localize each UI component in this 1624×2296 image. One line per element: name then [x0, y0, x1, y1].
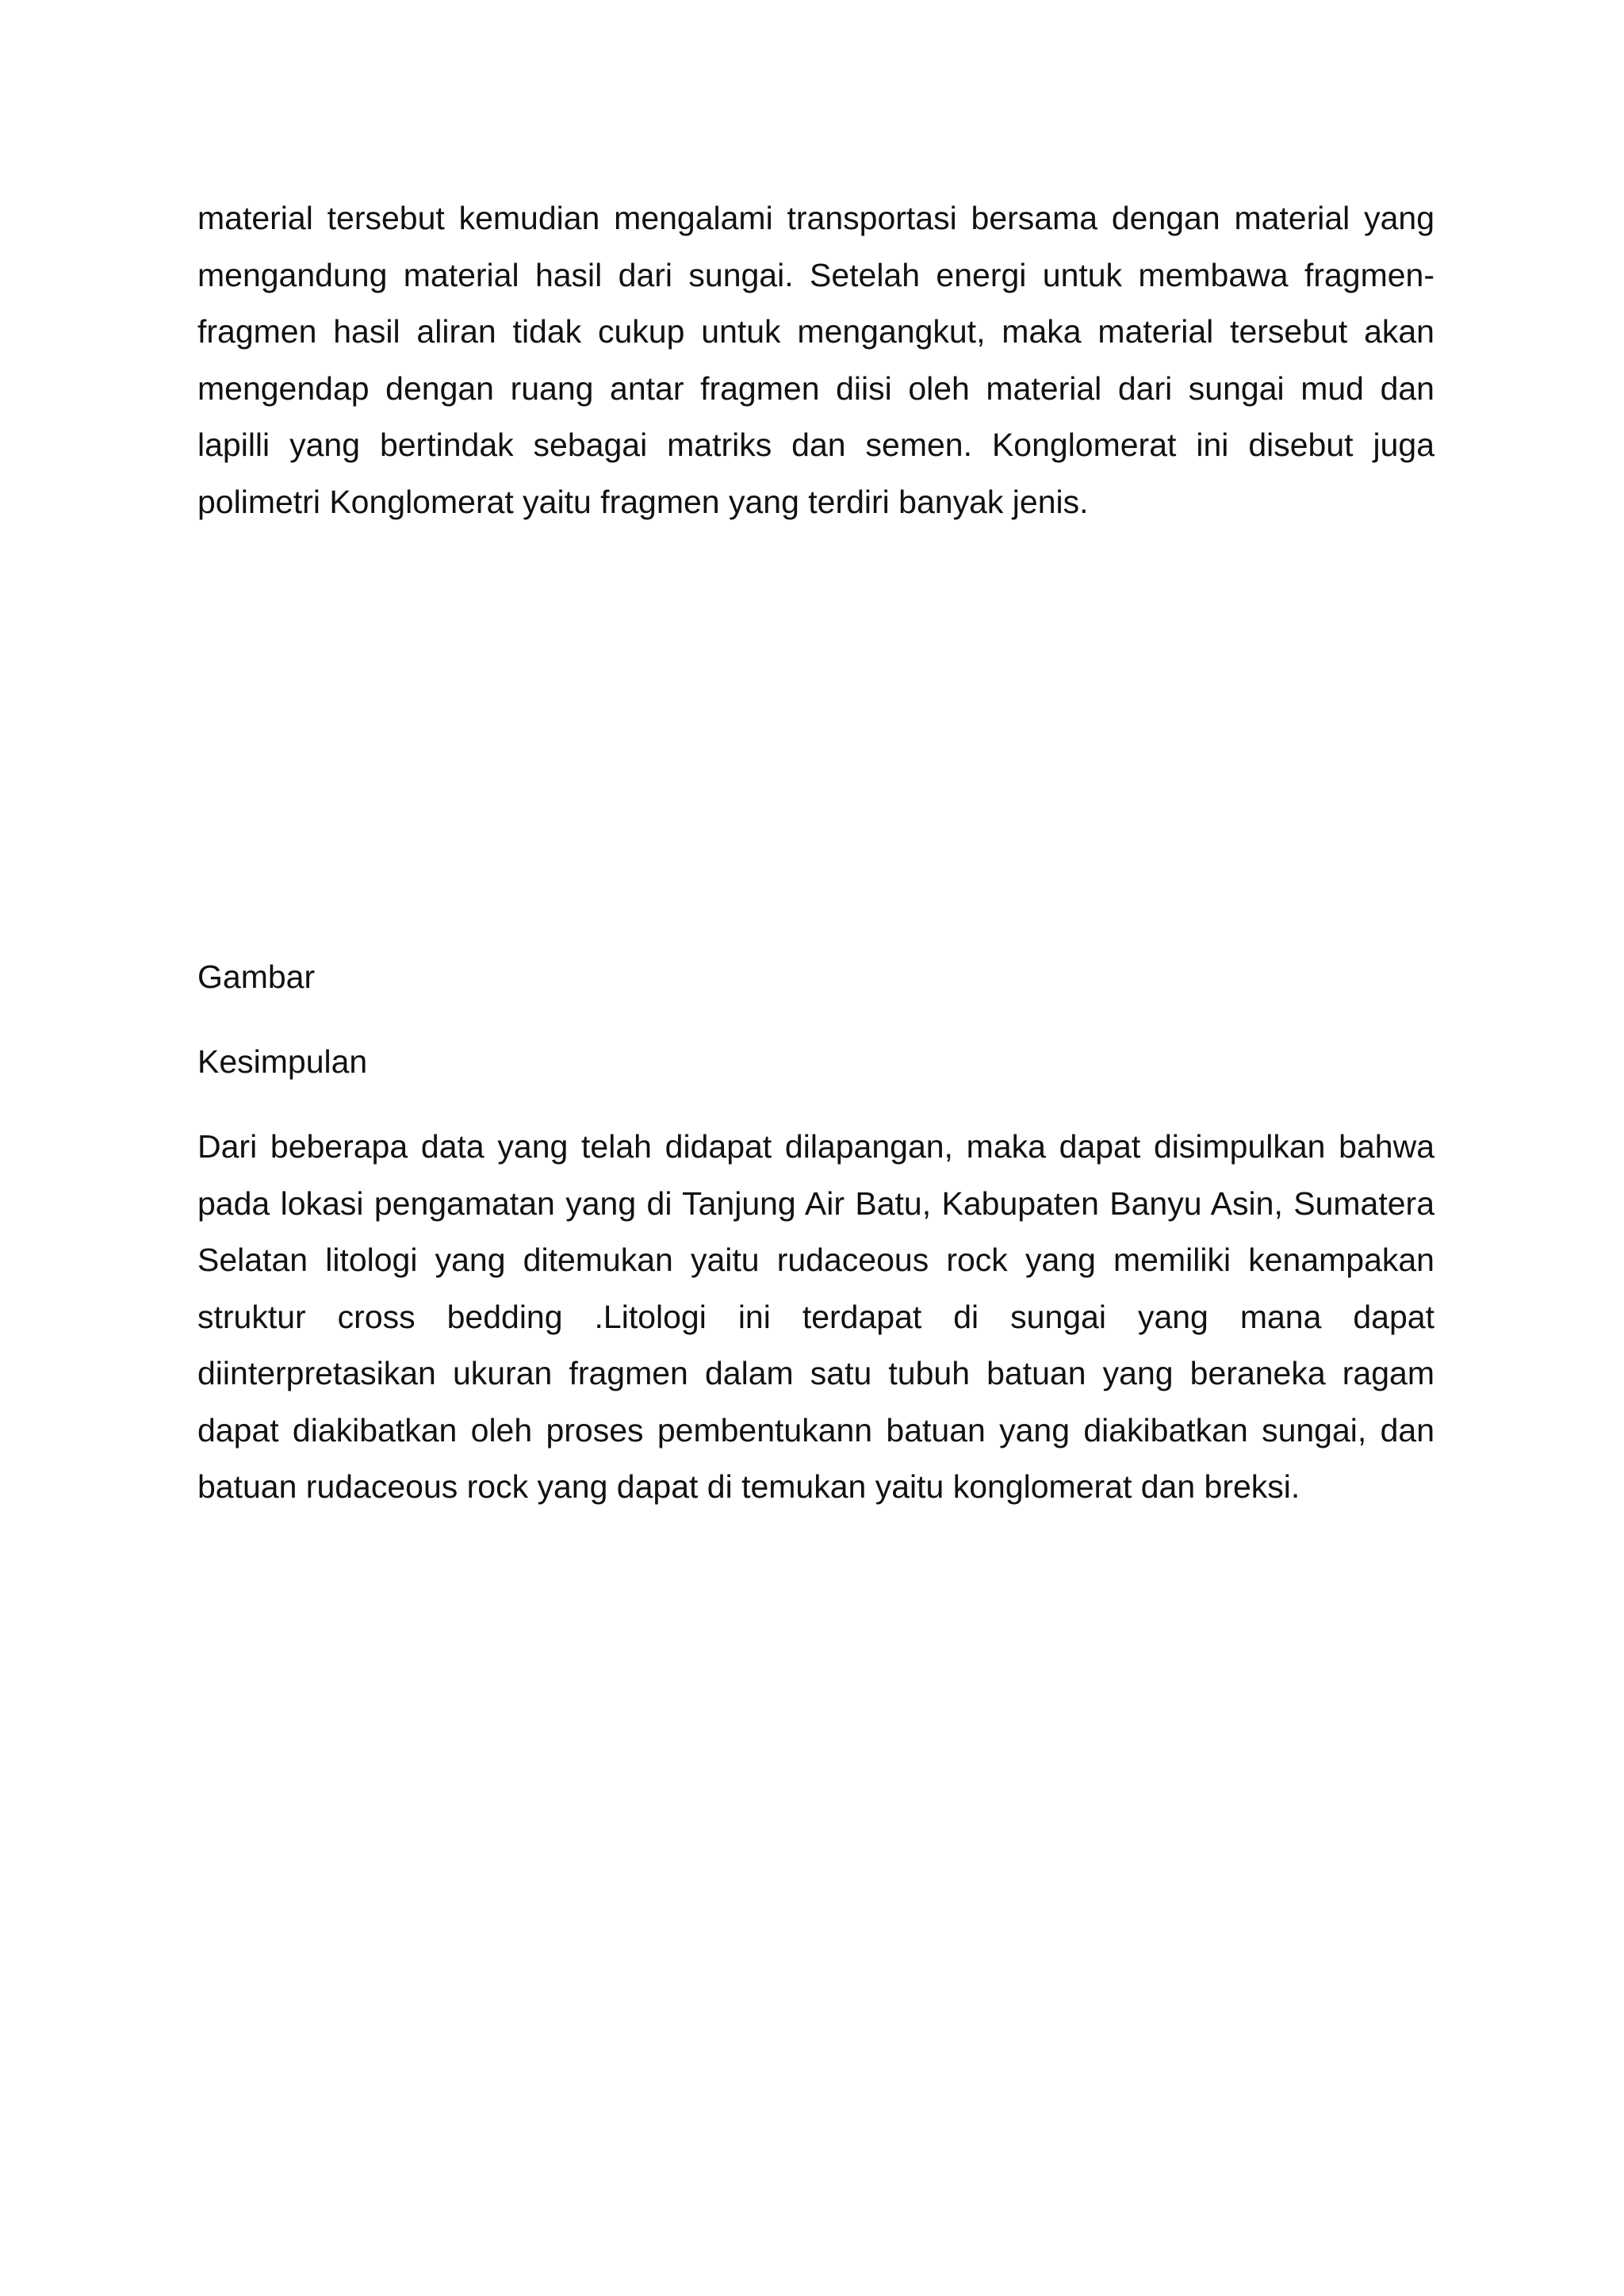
body-paragraph-transport: material tersebut kemudian mengalami transportasi bersama dengan material yang mengandung material hasil dari sungai. Setelah energi untuk membawa fragmen-fragmen hasil aliran tidak cukup untuk mengangkut, maka material tersebut akan mengendap dengan ruang antar fragmen diisi oleh material dari sungai mud dan lapilli yang bertindak sebagai matriks dan semen. Konglomerat ini disebut juga polimetri Konglomerat yaitu fragmen yang terdiri banyak jenis.	[197, 200, 1434, 520]
section-label-gambar: Gambar	[197, 959, 316, 995]
body-paragraph-conclusion: Dari beberapa data yang telah didapat dilapangan, maka dapat disimpulkan bahwa pada lokasi pengamatan yang di Tanjung Air Batu, Kabupaten Banyu Asin, Sumatera Selatan litologi yang ditemukan yaitu rudaceous rock yang memiliki kenampakan struktur cross bedding .Litologi ini terdapat di sungai yang mana dapat diinterpretasikan ukuran fragmen dalam satu tubuh batuan yang beraneka ragam dapat diakibatkan oleh proses pembentukann batuan yang diakibatkan sungai, dan batuan rudaceous rock yang dapat di temukan yaitu konglomerat dan breksi.	[197, 1128, 1434, 1505]
document-page	[197, 190, 1434, 1516]
section-heading-kesimpulan: Kesimpulan	[197, 1043, 368, 1080]
